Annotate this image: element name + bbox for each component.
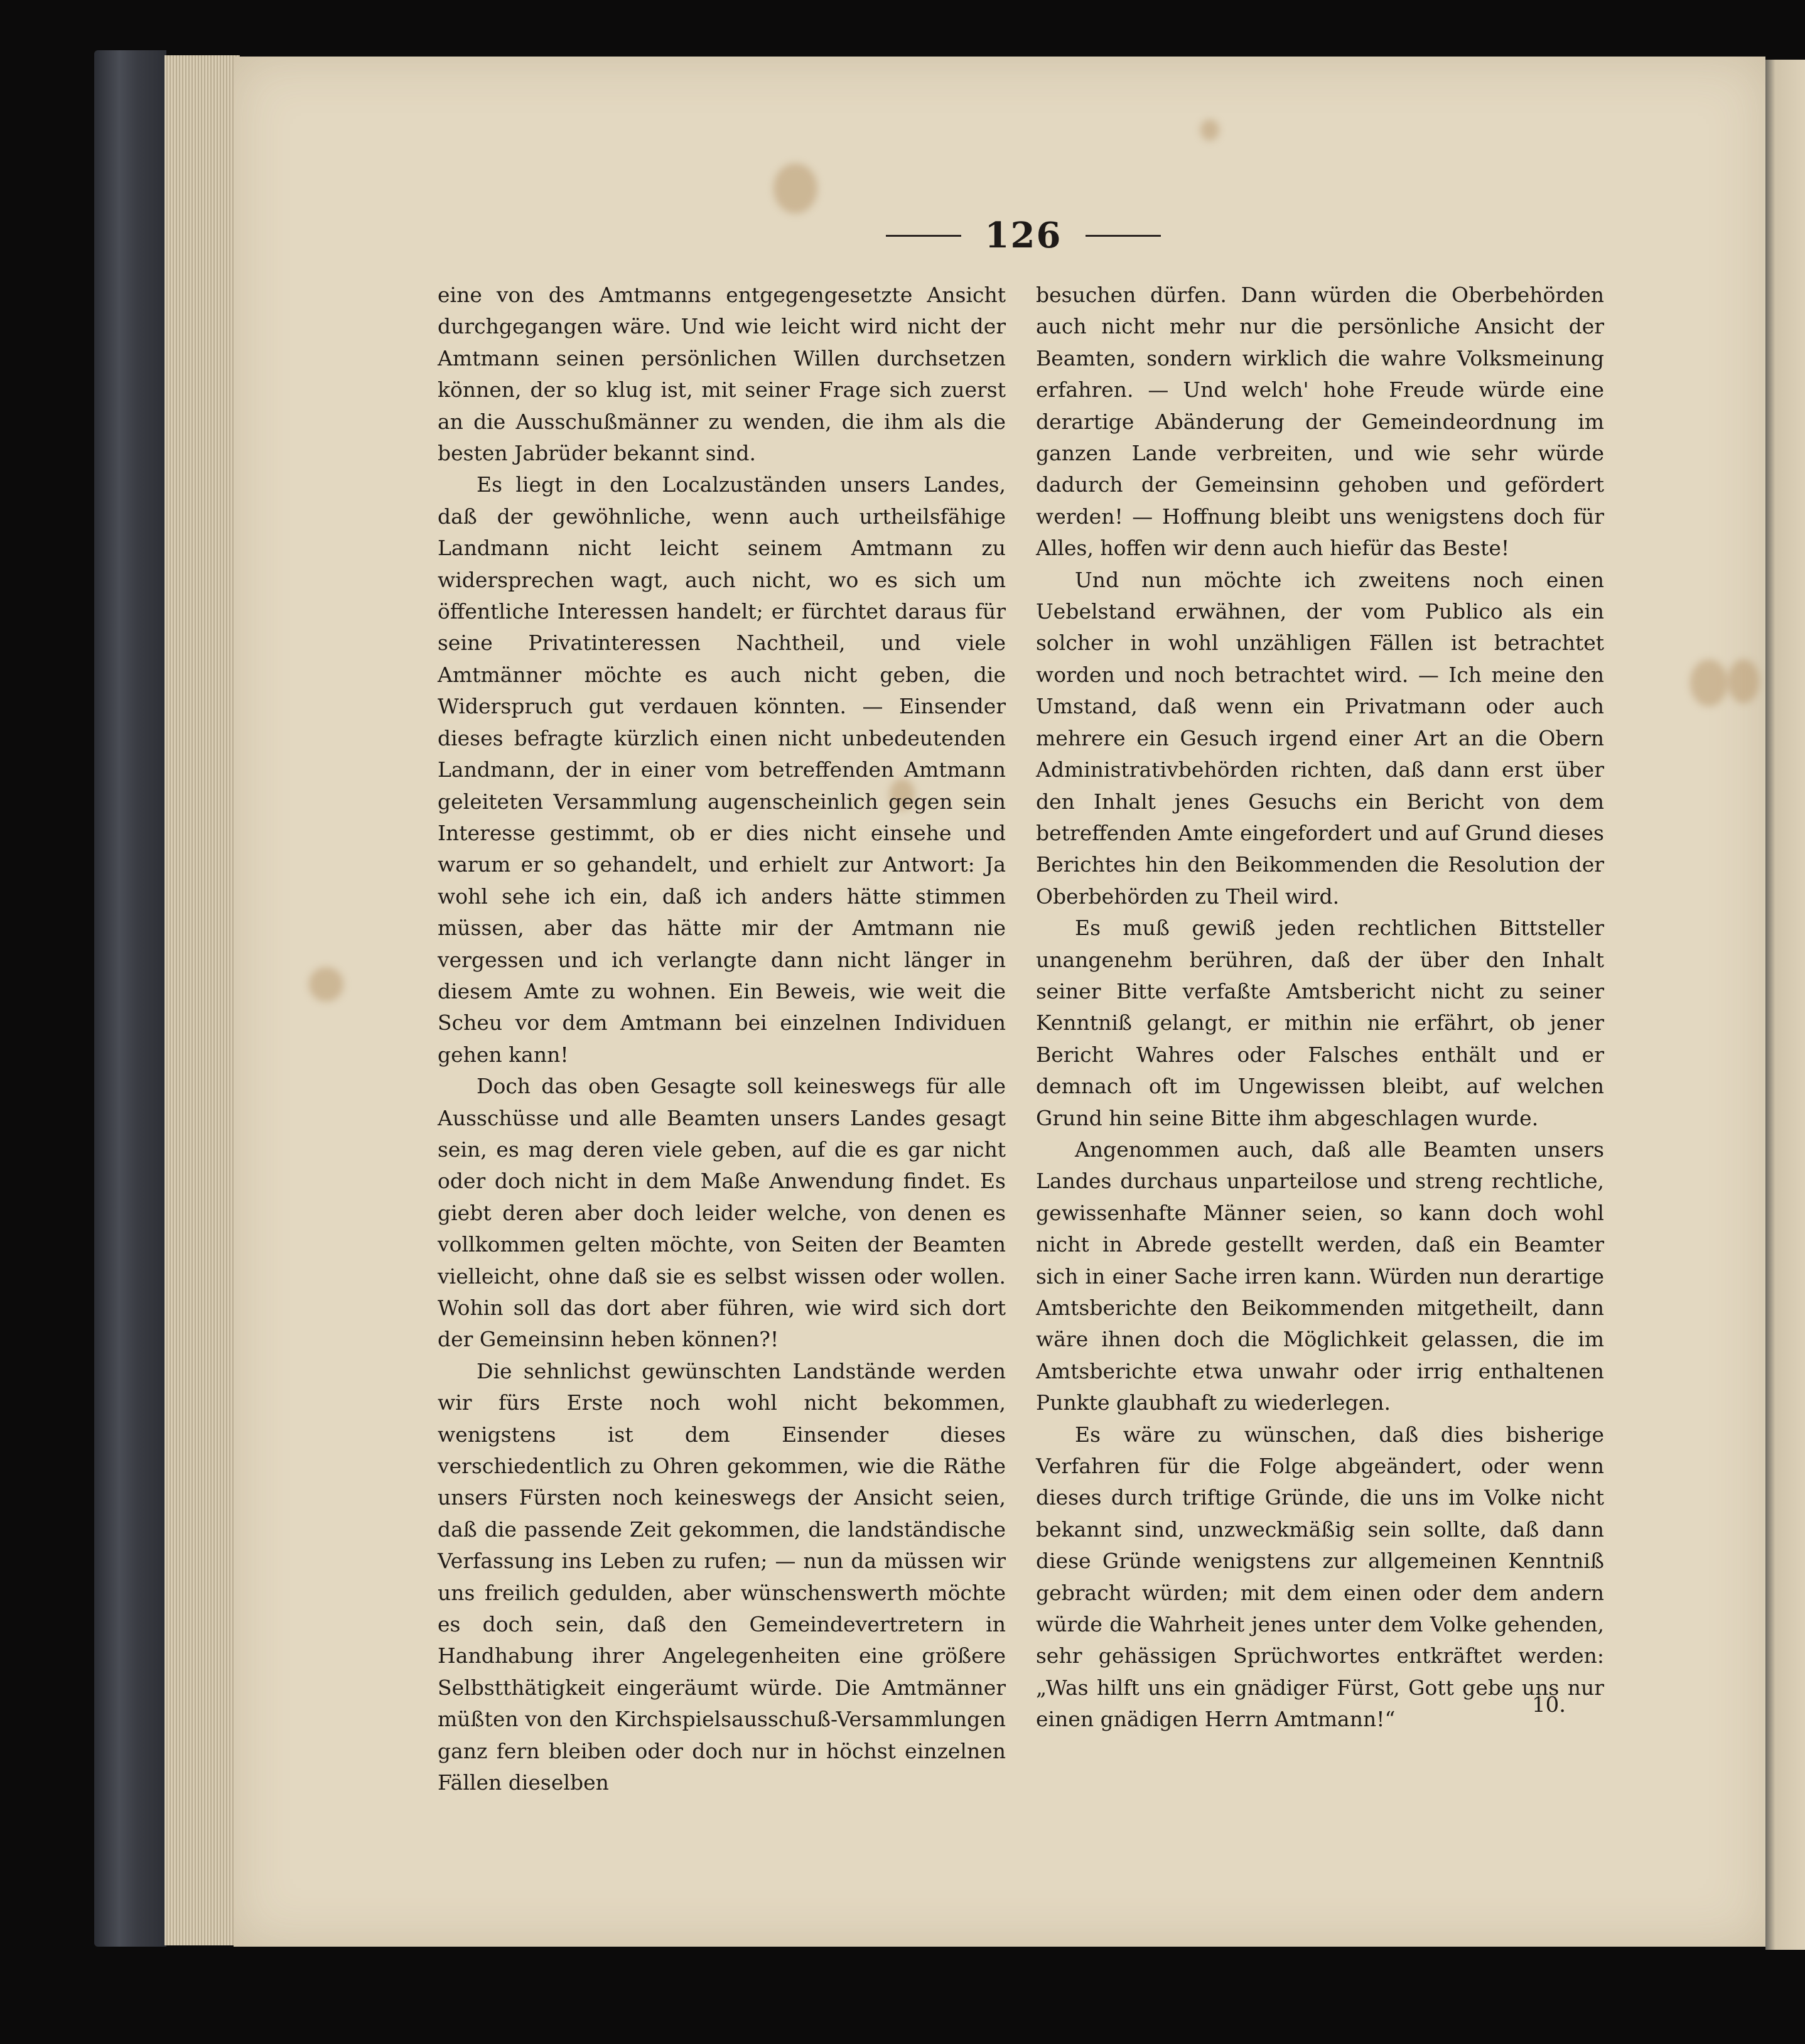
paragraph: Es wäre zu wünschen, daß dies bisherige Verfahren für die Folge abgeändert, oder wenn dieses durch triftige Gründe, die uns im Volke nicht bekannt sind, unzweckmäßig sein sollte, daß dann diese Gründe wenigstens zur allgemeinen Kenntniß gebracht würden; mit dem einen oder dem andern würde die Wahrheit jenes unter dem Volke gehenden, sehr gehässigen Sprüchwortes entkräftet werden: „Was hilft uns ein gnädiger Fürst, Gott gebe uns nur einen gnädigen Herrn Amtmann!“: [1036, 1422, 1604, 1732]
paragraph: eine von des Amtmanns entgegengesetzte Ansicht durchgegangen wäre. Und wie leicht wird nicht der Amtmann seinen persönlichen Willen durchsetzen können, der so klug ist, mit seiner Frage sich zuerst an die Ausschußmänner zu wenden, die ihm als die besten Jabrüder bekannt sind.: [438, 283, 1006, 466]
stain: [1690, 659, 1728, 706]
book-cover: [94, 50, 166, 1947]
header-rule-right: [1086, 235, 1161, 237]
paragraph: Es muß gewiß jeden rechtlichen Bittsteller unangenehm berühren, daß der über den Inhalt seiner Bitte verfaßte Amtsbericht nicht zu seiner Kenntniß gelangt, er mithin nie erfährt, ob jener Bericht Wahres oder Falsches enthält und er demnach oft im Ungewissen bleibt, auf welchen Grund hin seine Bitte ihm abgeschlagen wurde.: [1036, 916, 1604, 1130]
text-column-left: [438, 279, 1006, 1799]
facing-page-edge: [1765, 60, 1805, 1950]
paragraph: besuchen dürfen. Dann würden die Oberbehörden auch nicht mehr nur die persönliche Ansicht der Beamten, sondern wirklich die wahre Volksmeinung erfahren. — Und welch' hohe Freude würde eine derartige Abänderung der Gemeindeordnung im ganzen Lande verbreiten, und wie sehr würde dadurch der Gemeinsinn gehoben und gefördert werden! — Hoffnung bleibt uns wenigstens doch für Alles, hoffen wir denn auch hiefür das Beste!: [1036, 283, 1604, 561]
page-number: 126: [984, 215, 1062, 256]
stain: [1200, 119, 1219, 141]
paragraph: Die sehnlichst gewünschten Landstände werden wir fürs Erste noch wohl nicht bekommen, wenigstens ist dem Einsender dieses verschiedentlich zu Ohren gekommen, wie die Räthe unsers Fürsten noch keineswegs der Ansicht seien, daß die passende Zeit gekommen, die landständische Verfassung ins Leben zu rufen; — nun da müssen wir uns freilich gedulden, aber wünschenswerth möchte es doch sein, daß den Gemeindevertretern in Handhabung ihrer Angelegenheiten eine größere Selbstthätigkeit eingeräumt würde. Die Amtmänner müßten von den Kirchspielsausschuß-Versammlungen ganz fern bleiben oder doch nur in höchst einzelnen Fällen dieselben: [438, 1358, 1006, 1795]
author-signature: 10.: [1532, 1692, 1566, 1717]
paragraph: Angenommen auch, daß alle Beamten unsers Landes durchaus unparteilose und streng rechtliche, gewissenhafte Männer seien, so kann doch wohl nicht in Abrede gestellt werden, daß ein Beamter sich in einer Sache irren kann. Würden nun derartige Amtsberichte den Beikommenden mitgetheilt, dann wäre ihnen doch die Möglichkeit gelassen, die im Amtsberichte etwa unwahr oder irrig enthaltenen Punkte glaubhaft zu wiederlegen.: [1036, 1137, 1604, 1415]
paragraph: Es liegt in den Localzuständen unsers Landes, daß der gewöhnliche, wenn auch urtheilsfähige Landmann nicht leicht seinem Amtmann zu widersprechen wagt, auch nicht, wo es sich um öffentliche Interessen handelt; er fürchtet daraus für seine Privatinteressen Nachtheil, und viele Amtmänner möchte es auch nicht geben, die Widerspruch gut verdauen könnten. — Einsender dieses befragte kürzlich einen nicht unbedeutenden Landmann, der in einer vom betreffenden Amtmann geleiteten Versammlung augenscheinlich gegen sein Interesse gestimmt, ob er dies nicht einsehe und warum er so gehandelt, und erhielt zur Antwort: Ja wohl sehe ich ein, daß ich anders hätte stimmen müssen, aber das hätte mir der Amtmann nie vergessen und ich verlangte dann nicht länger in diesem Amte zu wohnen. Ein Beweis, wie weit die Scheu vor dem Amtmann bei einzelnen Individuen gehen kann!: [438, 472, 1006, 1067]
page-header: [866, 210, 1180, 261]
header-rule-left: [886, 235, 961, 237]
text-column-right: [1036, 279, 1604, 1736]
paragraph: Doch das oben Gesagte soll keineswegs für alle Ausschüsse und alle Beamten unsers Landes gesagt sein, es mag deren viele geben, auf die es gar nicht oder doch nicht in dem Maße Anwendung findet. Es giebt deren aber doch leider welche, von denen es vollkommen gelten möchte, von Seiten der Beamten vielleicht, ohne daß sie es selbst wissen oder wollen. Wohin soll das dort aber führen, wie wird sich dort der Gemeinsinn heben können?!: [438, 1074, 1006, 1352]
paragraph: Und nun möchte ich zweitens noch einen Uebelstand erwähnen, der vom Publico als ein solcher in wohl unzähligen Fällen ist betrachtet worden und noch betrachtet wird. — Ich meine den Umstand, daß wenn ein Privatmann oder auch mehrere ein Gesuch irgend einer Art an die Obern Administrativbehörden richten, daß dann erst über den Inhalt jenes Gesuchs ein Bericht von dem betreffenden Amte eingefordert und auf Grund dieses Berichtes hin den Beikommenden die Resolution der Oberbehörden zu Theil wird.: [1036, 567, 1604, 909]
stain: [773, 163, 817, 214]
stain: [1728, 659, 1759, 703]
page-edges: [164, 55, 240, 1945]
stain: [309, 967, 343, 1002]
